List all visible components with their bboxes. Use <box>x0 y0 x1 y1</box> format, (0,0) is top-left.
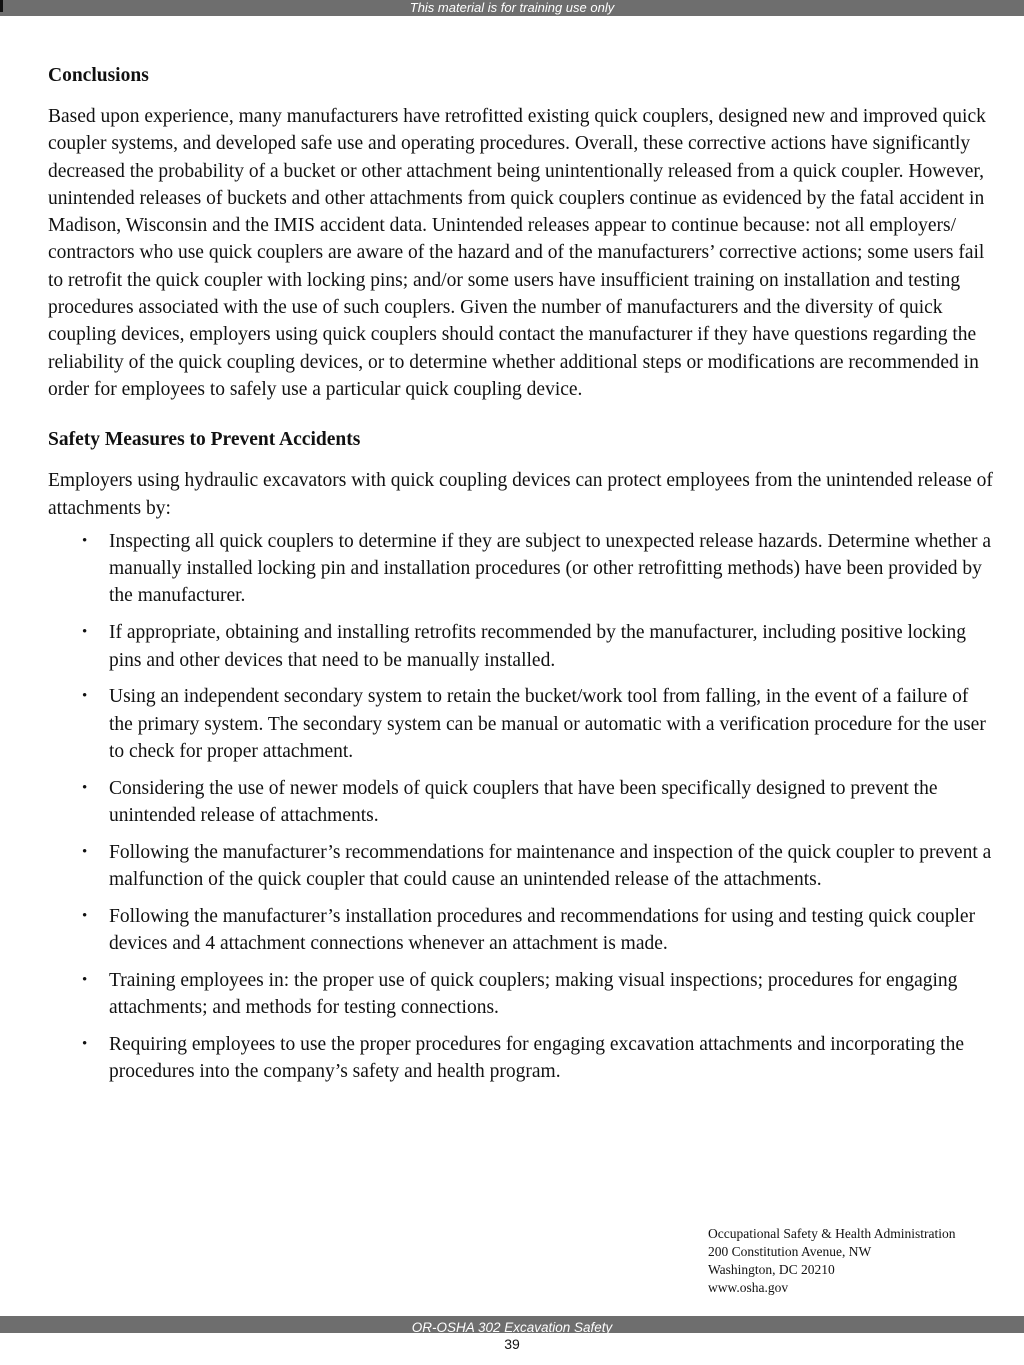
osha-address-block <box>708 1225 1008 1297</box>
bullet-icon: • <box>82 1036 88 1053</box>
address-website: www.osha.gov <box>708 1280 789 1295</box>
list-item <box>48 903 993 958</box>
bullet-icon: • <box>82 624 88 641</box>
bullet-icon: • <box>82 532 88 549</box>
page-number: 39 <box>504 1336 520 1352</box>
address-city: Washington, DC 20210 <box>708 1262 835 1277</box>
list-item <box>48 683 993 765</box>
list-item <box>48 775 993 830</box>
conclusions-heading: Conclusions <box>48 65 149 86</box>
training-banner-text: This material is for training use only <box>409 0 615 15</box>
list-item-text: Following the manufacturer’s recommendations for maintenance and inspection of the quick coupler to prevent a malfunction of the quick coupler that could cause an unintended release of the attachments. <box>109 841 992 891</box>
list-item <box>48 1031 993 1086</box>
list-item-text: Requiring employees to use the proper procedures for engaging excavation attachments and incorporating the procedures into the company’s safety and health program. <box>109 1034 965 1083</box>
conclusions-paragraph: Based upon experience, many manufacturers have retrofitted existing quick couplers, designed new and improved quick coupler systems, and developed safe use and operating procedures. Overall, these corrective actions have significantly decreased the probability of a bucket or other attachment being unintentionally released from a quick coupler. However, unintended releases of buckets and other attachments from quick couplers continue as evidenced by the fatal accident in Madison, Wisconsin and the IMIS accident data. Unintended releases appear to continue because: not all employers/ contractors who use quick couplers are aware of the hazard and of the manufacturers’ corrective actions; some users fail to retrofit the quick coupler with locking pins; and/or some users have insufficient training on installation and testing procedures associated with the use of such couplers. Given the number of manufacturers and the diversity of quick coupling devices, employers using quick couplers should contact the manufacturer if they have questions regarding the reliability of the quick coupling devices, or to determine whether additional steps or modifications are recommended in order for employees to safely use a particular quick coupling device. <box>48 106 986 400</box>
list-item-text: Training employees in: the proper use of quick couplers; making visual inspections; procedures for engaging attachments; and methods for testing connections. <box>109 970 958 1019</box>
bullet-icon: • <box>82 907 88 924</box>
list-item-text: Using an independent secondary system to retain the bucket/work tool from falling, in the event of a failure of the primary system. The secondary system can be manual or automatic with a verification procedure for the user to check for proper attachment. <box>109 686 986 762</box>
bullet-icon: • <box>82 972 88 989</box>
training-banner <box>0 0 1024 16</box>
list-item <box>48 967 993 1022</box>
list-item-text: Following the manufacturer’s installation procedures and recommendations for using and testing quick coupler devices and 4 attachment connections whenever an attachment is made. <box>109 905 976 955</box>
address-organization: Occupational Safety & Health Administration <box>708 1226 956 1241</box>
bullet-icon: • <box>82 688 88 705</box>
footer-banner <box>0 1316 1024 1333</box>
list-item-text: Considering the use of newer models of quick couplers that have been specifically designed to prevent the unintended release of attachments. <box>109 777 938 827</box>
bullet-icon: • <box>82 779 88 796</box>
safety-measures-intro: Employers using hydraulic excavators with quick coupling devices can protect employees from the unintended release of attachments by: <box>48 470 993 519</box>
page-content <box>48 62 993 1095</box>
list-item <box>48 528 993 610</box>
safety-measures-list <box>48 528 993 1086</box>
address-street: 200 Constitution Avenue, NW <box>708 1244 872 1259</box>
list-item-text: Inspecting all quick couplers to determine if they are subject to unexpected release hazards. Determine whether a manually installed locking pin and installation procedures (or other retrofitting methods) have been provided by the manufacturer. <box>109 530 992 607</box>
safety-measures-heading: Safety Measures to Prevent Accidents <box>48 429 361 451</box>
corner-mark <box>0 0 3 12</box>
footer-course-title: OR-OSHA 302 Excavation Safety <box>411 1320 613 1335</box>
list-item <box>48 839 993 894</box>
list-item-text: If appropriate, obtaining and installing retrofits recommended by the manufacturer, including positive locking pins and other devices that need to be manually installed. <box>109 622 966 671</box>
list-item <box>48 619 993 674</box>
bullet-icon: • <box>82 843 88 860</box>
